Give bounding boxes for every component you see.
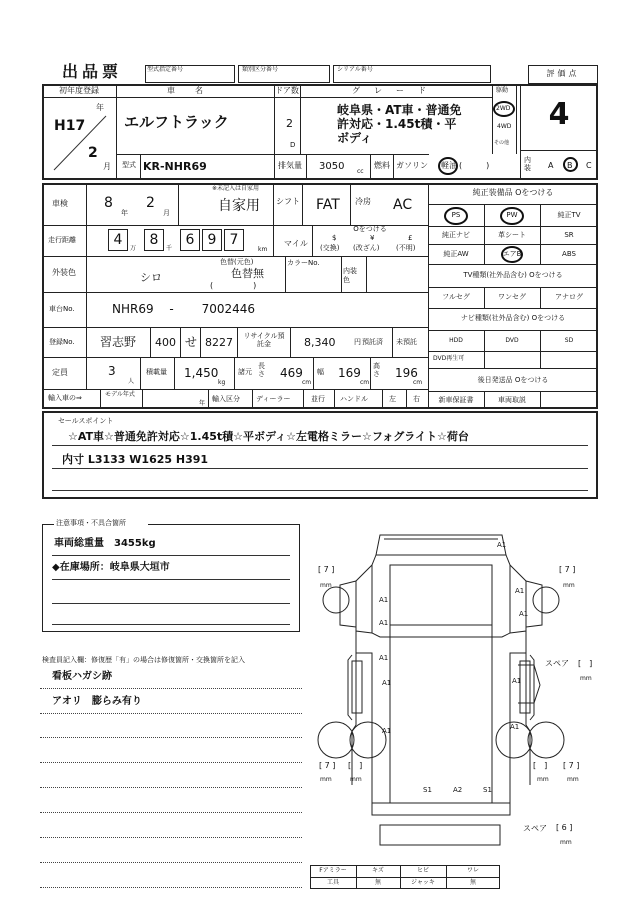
interior-grade-a: A [548, 161, 554, 170]
first-reg-era: H17 [54, 118, 86, 134]
doors-value: 2 [286, 117, 293, 130]
year-unit: 年 [96, 103, 104, 112]
mark-9: A1 [382, 727, 392, 735]
mileage-label: 走行距離 [48, 236, 76, 244]
manual-label: 車両取説 [498, 396, 526, 404]
color-change-value: 色替無 [231, 267, 264, 280]
equip-ps: PS [451, 211, 461, 219]
rating-value: 4 [548, 97, 570, 132]
nav-hdd: HDD [449, 337, 463, 344]
spare-label-1: スペア [545, 659, 569, 668]
unknown-label: (不明) [396, 244, 416, 252]
mark-4: A1 [379, 619, 389, 627]
interior-label: 内装 [524, 156, 531, 172]
exterior-label: 外装色 [52, 268, 76, 277]
name-value: エルフトラック [124, 113, 229, 131]
inspector-line1: 看板ハガシ跡 [52, 671, 112, 682]
equip-abs: ABS [562, 250, 576, 258]
handle-label: ハンドル [340, 395, 368, 403]
capacity-label: 定員 [52, 368, 68, 377]
tire-top-left-value: [ 7 ] [318, 565, 335, 574]
interior-b-circle [563, 157, 578, 172]
rating-label: 評価点 [546, 69, 580, 78]
aftermarket-title: 後日発送品 Oをつける [477, 376, 549, 384]
sales-label: セールスポイント [58, 417, 114, 425]
shaken-month: 2 [146, 195, 155, 211]
equip-leather: 革シート [498, 231, 526, 239]
tire-bottom-left2-value: [ ] [348, 761, 363, 770]
capacity-unit: 人 [128, 378, 135, 385]
color-paren: ( ) [210, 281, 257, 290]
load-label: 積載量 [146, 368, 167, 376]
mark-1: A1 [497, 541, 507, 549]
chassis-label: 車台No. [49, 305, 75, 313]
spare2-value: [ 6 ] [556, 823, 573, 832]
inspector-line2: アオリ 膨らみ有り [52, 696, 142, 707]
shift-value: FAT [316, 197, 340, 213]
model-value: KR-NHR69 [143, 160, 207, 173]
mark-12: A2 [453, 786, 463, 794]
mile-label: マイル [284, 239, 308, 248]
length-unit: cm [302, 379, 312, 386]
spare2-unit: mm [560, 839, 572, 846]
equip-tv: 純正TV [557, 211, 581, 219]
legend-h3: ヒビ [416, 867, 429, 874]
ac-label: 冷房 [355, 197, 371, 206]
displacement-unit: cc [357, 168, 364, 175]
equip-ps-circle [444, 207, 468, 225]
model-year-unit: 年 [199, 400, 206, 407]
shift-label: シフト [276, 197, 300, 206]
interior-color-label: 内装色 [343, 267, 357, 284]
exchange-symbol: $ [332, 234, 337, 242]
model-year-label: モデル年式 [105, 391, 135, 398]
mileage-km-unit: km [258, 246, 268, 253]
tire-bottom-right-num: 7 [568, 761, 574, 770]
doors-unit: D [290, 141, 296, 149]
drive-label: 駆動 [496, 87, 509, 94]
inspector-label: 検査員記入欄：修復歴「有」の場合は修復箇所・交換箇所を記入 [42, 656, 245, 664]
equip-navi: 純正ナビ [442, 231, 470, 239]
legend-r2: 無 [374, 879, 381, 886]
tire-top-right-num: 7 [564, 565, 570, 574]
width-value: 169 [338, 366, 361, 380]
shaken-month-unit: 月 [163, 209, 170, 217]
import-label: 輸入車の⇒ [48, 394, 82, 402]
mark-11: S1 [423, 786, 432, 794]
month-unit: 月 [103, 162, 111, 171]
ac-value: AC [393, 197, 413, 213]
capacity-value: 3 [108, 364, 116, 378]
mileage-digit-5: 7 [229, 232, 239, 248]
height-label: 高さ [373, 362, 380, 378]
mark-5: A1 [519, 610, 529, 618]
nav-dvd: DVD [505, 337, 519, 344]
equip-aw: 純正AW [443, 250, 469, 258]
mark-13: S1 [483, 786, 492, 794]
legend-h1: Fアミラー [319, 867, 347, 874]
equip-pw-circle [500, 207, 524, 225]
mark-7: A1 [382, 679, 392, 687]
spare1-value: [ ] [578, 659, 593, 668]
shaken-year-unit: 年 [121, 209, 128, 217]
sales-line1: ☆AT車☆普通免許対応☆1.45t積☆平ボディ☆左電格ミラー☆フォグライト☆荷台 [68, 430, 469, 443]
shaken-label: 車検 [52, 199, 68, 208]
equip-airbag: エアB [502, 250, 522, 258]
tire-bottom-left-unit: mm [320, 776, 332, 783]
tire-top-left-unit: mm [320, 582, 332, 589]
tire-top-left-num: 7 [323, 565, 329, 574]
sales-line2: 内寸 L3133 W1625 H391 [62, 453, 209, 466]
height-value: 196 [395, 366, 418, 380]
equip-airbag-circle [501, 246, 523, 263]
tire-bottom-left-num: 7 [324, 761, 330, 770]
reg-kana: せ [185, 335, 198, 349]
mileage-digit-2: 8 [149, 232, 159, 248]
use-value: 自家用 [218, 198, 260, 214]
displacement-label: 排気量 [278, 161, 302, 170]
model-label: 型式 [122, 161, 136, 169]
fuel-diesel-circle [438, 157, 458, 175]
dims-label: 諸元 [238, 368, 252, 376]
color-original-label: 色替(元色) [220, 258, 254, 266]
truck-diagram [300, 525, 600, 860]
color-value: シロ [140, 271, 162, 284]
interior-grade-b: B [567, 161, 573, 170]
recycle-paid: 預託済 [362, 338, 383, 346]
reg-number: 8227 [205, 336, 233, 349]
use-note: ※未記入は自家用 [212, 185, 260, 192]
displacement-value: 3050 [319, 161, 345, 172]
import-cat-label: 輸入区分 [212, 395, 240, 403]
reg-label: 登録No. [49, 338, 75, 346]
tv-fullseg: フルセグ [442, 293, 470, 301]
warranty-label: 新車保証書 [438, 396, 474, 404]
fuel-label: 燃料 [374, 161, 390, 170]
right-label: 右 [413, 395, 420, 403]
fuel-paren: ( ) [459, 161, 490, 170]
length-label: 長さ [258, 362, 265, 378]
spare-label-2: スペア [523, 824, 547, 833]
grade-line1: 岐阜県・AT車・普通免 [337, 103, 462, 117]
width-unit: cm [360, 379, 370, 386]
mileage-man-unit: 万 [130, 245, 137, 252]
legend-r1: 工具 [326, 879, 339, 886]
equip-sr: SR [564, 231, 574, 239]
drive-other: その他 [494, 140, 510, 146]
tv-analog: アナログ [555, 293, 583, 301]
mileage-digit-4: 9 [207, 232, 217, 248]
nav-sd: SD [564, 337, 574, 344]
notes-line2: ◆在庫場所：岐阜県大垣市 [52, 562, 170, 573]
spare2-num: 6 [561, 823, 567, 832]
fuel-diesel: 軽油 [441, 161, 457, 170]
recycle-label: リサイクル預託金 [243, 332, 285, 348]
mileage-digit-3: 6 [185, 232, 195, 248]
diagonal-slash [50, 112, 110, 174]
nav-title: ナビ種類(社外品含む) Oをつける [460, 314, 566, 322]
grade-label: グレード [352, 86, 440, 95]
mileage-sen-unit: 千 [166, 245, 173, 252]
legend-r3: ジャッキ [411, 879, 435, 886]
type-cert-label: 型式指定番号 [147, 66, 184, 73]
shaken-year: 8 [104, 195, 113, 211]
spare1-unit: mm [580, 675, 592, 682]
mark-6: A1 [379, 654, 389, 662]
mileage-digit-1: 4 [113, 232, 123, 248]
name-label: 車名 [167, 86, 223, 95]
left-label: 左 [389, 395, 396, 403]
parallel-label: 並行 [311, 395, 325, 403]
drive-2wd: 2WD [496, 105, 511, 112]
tire-top-right-unit: mm [563, 582, 575, 589]
reg-place: 習志野 [100, 335, 137, 349]
mark-8: A1 [512, 677, 522, 685]
legend-h4: ワレ [466, 867, 479, 874]
width-label: 幅 [317, 368, 324, 376]
notes-line1: 車両総重量 3455kg [54, 538, 156, 549]
doors-label: ドア数 [275, 86, 299, 95]
height-unit: cm [413, 379, 423, 386]
equipment-title: 純正装備品 Oをつける [472, 188, 554, 197]
length-value: 469 [280, 366, 303, 380]
chassis-value: NHR69 - 7002446 [112, 302, 256, 316]
legend-r4: 無 [469, 879, 476, 886]
recycle-unpaid: 未預託 [396, 338, 417, 346]
grade-line2: 許対応・1.45t積・平 [337, 117, 457, 131]
tire-top-right-value: [ 7 ] [559, 565, 576, 574]
tire-bottom-left-value: [ 7 ] [319, 761, 336, 770]
legend-h2: キズ [372, 867, 384, 874]
load-unit: kg [218, 379, 226, 386]
tire-bottom-right2-value: [ ] [533, 761, 548, 770]
mark-2: A1 [379, 596, 389, 604]
recycle-value: 8,340 [304, 336, 336, 349]
dealer-label: ディーラー [256, 395, 291, 403]
tv-title: TV種類(社外品含む) Oをつける [463, 271, 563, 279]
mark-10: A1 [510, 723, 520, 731]
notes-label: 注意事項・不具合箇所 [56, 519, 126, 527]
tire-bottom-right2-unit: mm [537, 776, 549, 783]
drive-4wd: 4WD [497, 123, 512, 130]
interior-grade-c: C [586, 161, 592, 170]
tire-bottom-right-unit: mm [567, 776, 579, 783]
grade-line3: ボディ [337, 131, 373, 145]
mark-3: A1 [515, 587, 525, 595]
drive-2wd-circle [493, 101, 515, 117]
equip-pw: PW [506, 211, 518, 219]
exchange-label: (交換) [320, 244, 340, 252]
reg-class: 400 [155, 336, 176, 349]
category-label: 類別区分番号 [242, 66, 279, 73]
tamper-label: (改ざん) [353, 244, 380, 252]
serial-label: シリアル番号 [337, 66, 373, 73]
unknown-symbol: £ [408, 234, 413, 242]
tamper-symbol: ¥ [370, 234, 375, 242]
tv-oneseg: ワンセグ [498, 293, 526, 301]
first-reg-month: 2 [88, 145, 98, 161]
load-value: 1,450 [184, 366, 219, 380]
color-no-label: カラーNo. [287, 259, 320, 267]
page-title: 出品票 [62, 62, 123, 81]
first-reg-label: 初年度登録 [59, 86, 99, 95]
tire-bottom-right-value: [ 7 ] [563, 761, 580, 770]
fuel-gas: ガソリン [396, 161, 428, 170]
tire-bottom-left2-unit: mm [350, 776, 362, 783]
dvd-label: DVD再生可 [433, 355, 465, 362]
recycle-unit: 円 [354, 338, 361, 346]
circle-note: Oをつける [353, 225, 387, 233]
